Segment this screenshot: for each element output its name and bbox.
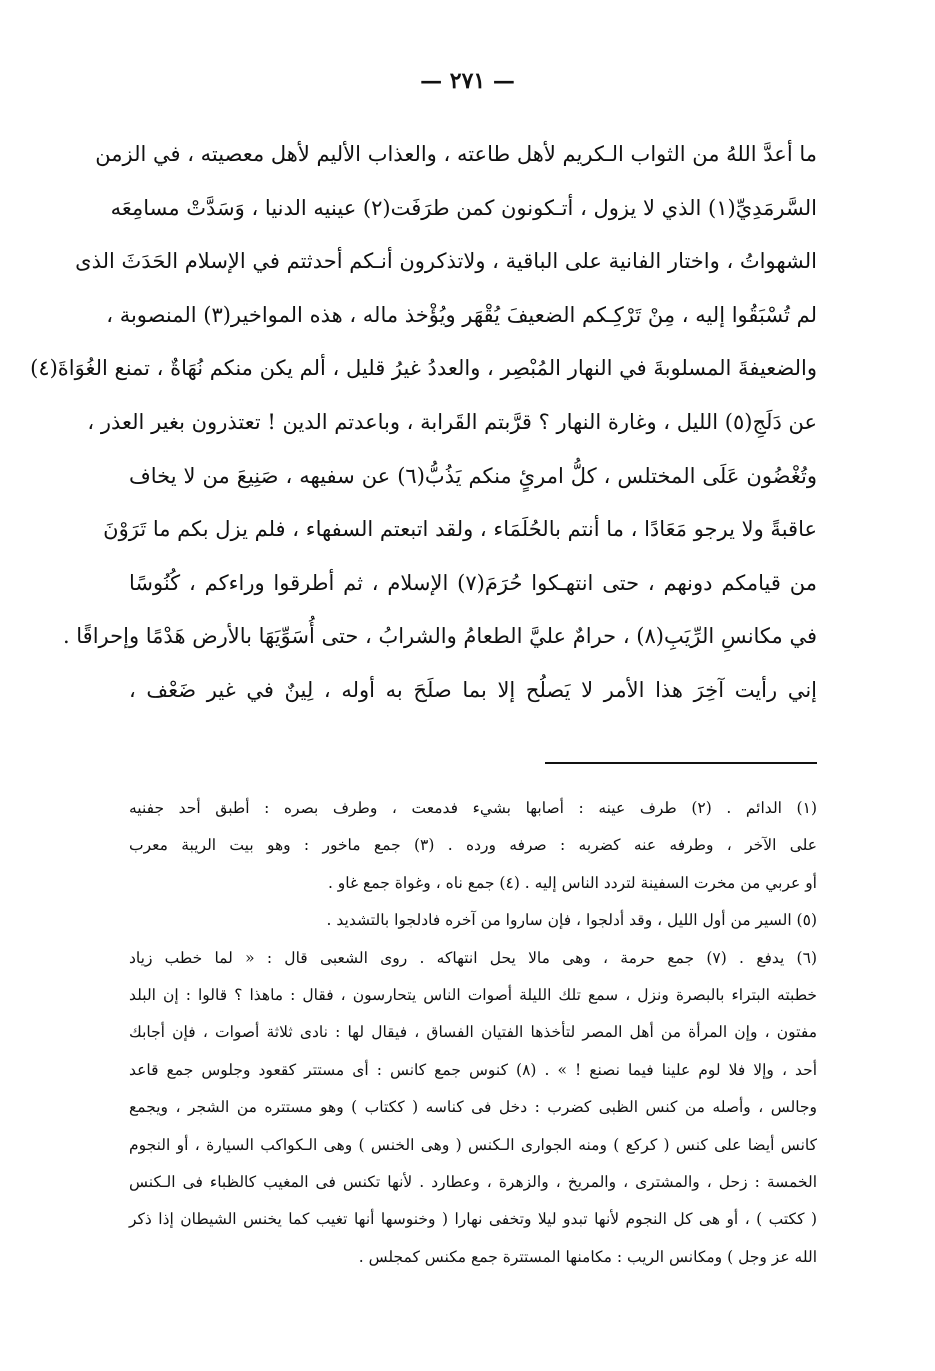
footnote-line: مفتون ، وإن المرأة من أهل المصر لتأخذها الفتيان الفساق ، فيقال لها : نادى ثلاثة أصوات ، فإن أجابك — [129, 1023, 817, 1042]
main-text — [30, 128, 817, 718]
main-text-line: الشهواتُ ، واختار الفانية على الباقية ، ولاتذكرون أنـكم أحدثتم في الإسلام الحَدَثَ الذى — [75, 249, 817, 274]
footnote-line: خطبته البتراء بالبصرة ونزل ، سمع تلك الليلة أصوات الناس يتحارسون ، فقال : ماهذا ؟ قالوا : إن البلد — [129, 985, 817, 1004]
footnote-line: أحد ، وإلا فلا لوم علينا فيما نصنع ! » . (٨) كنوس جمع كانس : أى مستتر كقعود وجلوس جمع قاعد — [129, 1060, 818, 1079]
footnote-line: على الآخر ، وطرفه عنه كضربه : صرفه ورده . (٣) جمع ماخور : وهو بيت الريبة معرب — [129, 836, 817, 855]
footnotes — [129, 790, 817, 1276]
main-text-line: عن دَلَجِ(٥) الليل ، وغارة النهار ؟ قرَّبتم القَرابة ، وباعدتم الدين ! تعتذرون بغير العذر ، — [87, 409, 817, 434]
footnote-line: (٦) يدفع . (٧) جمع حرمة ، وهى مالا يحل انتهاكه . روى الشعبى قال : « لما خطب زياد — [129, 948, 817, 967]
footnote-line: (١) الدائم . (٢) طرف عينه : أصابها بشيء فدمعت ، وطرف بصره : أطبق أحد جفنيه — [129, 799, 817, 817]
footnote-line: كانس أيضا على كنس ( كركع ) ومنه الجوارى الـكنس ( وهى الخنس ) وهى الـكواكب السيارة ، أو النجوم — [129, 1135, 817, 1154]
main-text-line: السَّرمَدِيِّ(١) الذي لا يزول ، أتـكونون كمن طرَفَت(٢) عينيه الدنيا ، وَسَدَّتْ مسامِعَه — [110, 195, 817, 220]
footnote-separator — [545, 762, 817, 764]
footnote-line: الله عز وجل ) ومكانس الريب : مكامنها المستترة جمع مكنس كمجلس . — [358, 1247, 817, 1266]
main-text-line: من قيامكم دونهم ، حتى انتهـكوا حُرَمَ(٧) الإسلام ، ثم أطرقوا وراءكم ، كُنُوسًا — [129, 570, 817, 595]
footnote-line: وجالس ، وأصله من كنس الظبى كضرب : دخل فى كناسه ( ككتاب ) وهو مستتره من الشجر ، ويجمع — [129, 1098, 817, 1117]
main-text-line: ما أعدَّ اللهُ من الثواب الـكريم لأهل طاعته ، والعذاب الأليم لأهل معصيته ، في الزمن — [95, 142, 817, 166]
main-text-line: إني رأيت آخِرَ هذا الأمر لا يَصلُح إلا بما صلَحَ به أوله ، لِينٌ في غير ضَعْف ، — [129, 677, 817, 702]
footnote-line: ( ككتب ) ، أو هى كل النجوم لأنها تبدو ليلا وتخفى نهارا ( وخنوسها أنها تغيب كما يخنس الشيطان إذا ذكر — [129, 1210, 817, 1229]
page-number: — ٢٧١ — — [420, 68, 515, 94]
main-text-line: عاقبةً ولا يرجو مَعَادًا ، ما أنتم بالحُلَمَاء ، ولقد اتبعتم السفهاء ، فلم يزل بكم ما تَرَوْنَ — [103, 517, 817, 542]
footnote-line: (٥) السير من أول الليل ، وقد أدلجوا ، فإن ساروا من آخره فادلجوا بالتشديد . — [326, 911, 817, 930]
main-text-line: في مكانسِ الرِّيَبِ(٨) ، حرامٌ عليَّ الطعامُ والشرابُ ، حتى أُسَوِّيَهَا بالأرض هَدْمًا وإحراقًا . — [62, 624, 817, 649]
main-text-line: والضعيفةَ المسلوبةَ في النهار المُبْصِر ، والعددُ غيرُ قليل ، ألم يكن منكم نُهَاةٌ ، تمنع الغُوَاةَ(٤) — [30, 356, 817, 381]
footnote-line: أو عربي من مخرت السفينة لتردد الناس إليه . (٤) جمع ناه ، وغواة جمع غاو . — [327, 873, 817, 892]
main-text-line: وتُغْضُون عَلَى المختلس ، كلُّ امرئٍ منكم يَذُبُّ(٦) عن سفيهه ، صَنِيعَ من لا يخاف — [129, 463, 817, 488]
footnote-line: الخمسة : زحل ، والمشترى ، والمريخ ، والزهرة ، وعطارد . لأنها تكنس فى المغيب كالظباء فى الـكنس — [129, 1172, 817, 1191]
main-text-line: لم تُسْبَقُوا إليه ، مِنْ تَرْكِـكم الضعيفَ يُقْهَر ويُؤْخذ ماله ، هذه المواخير(٣) المنصوبة ، — [106, 302, 817, 327]
